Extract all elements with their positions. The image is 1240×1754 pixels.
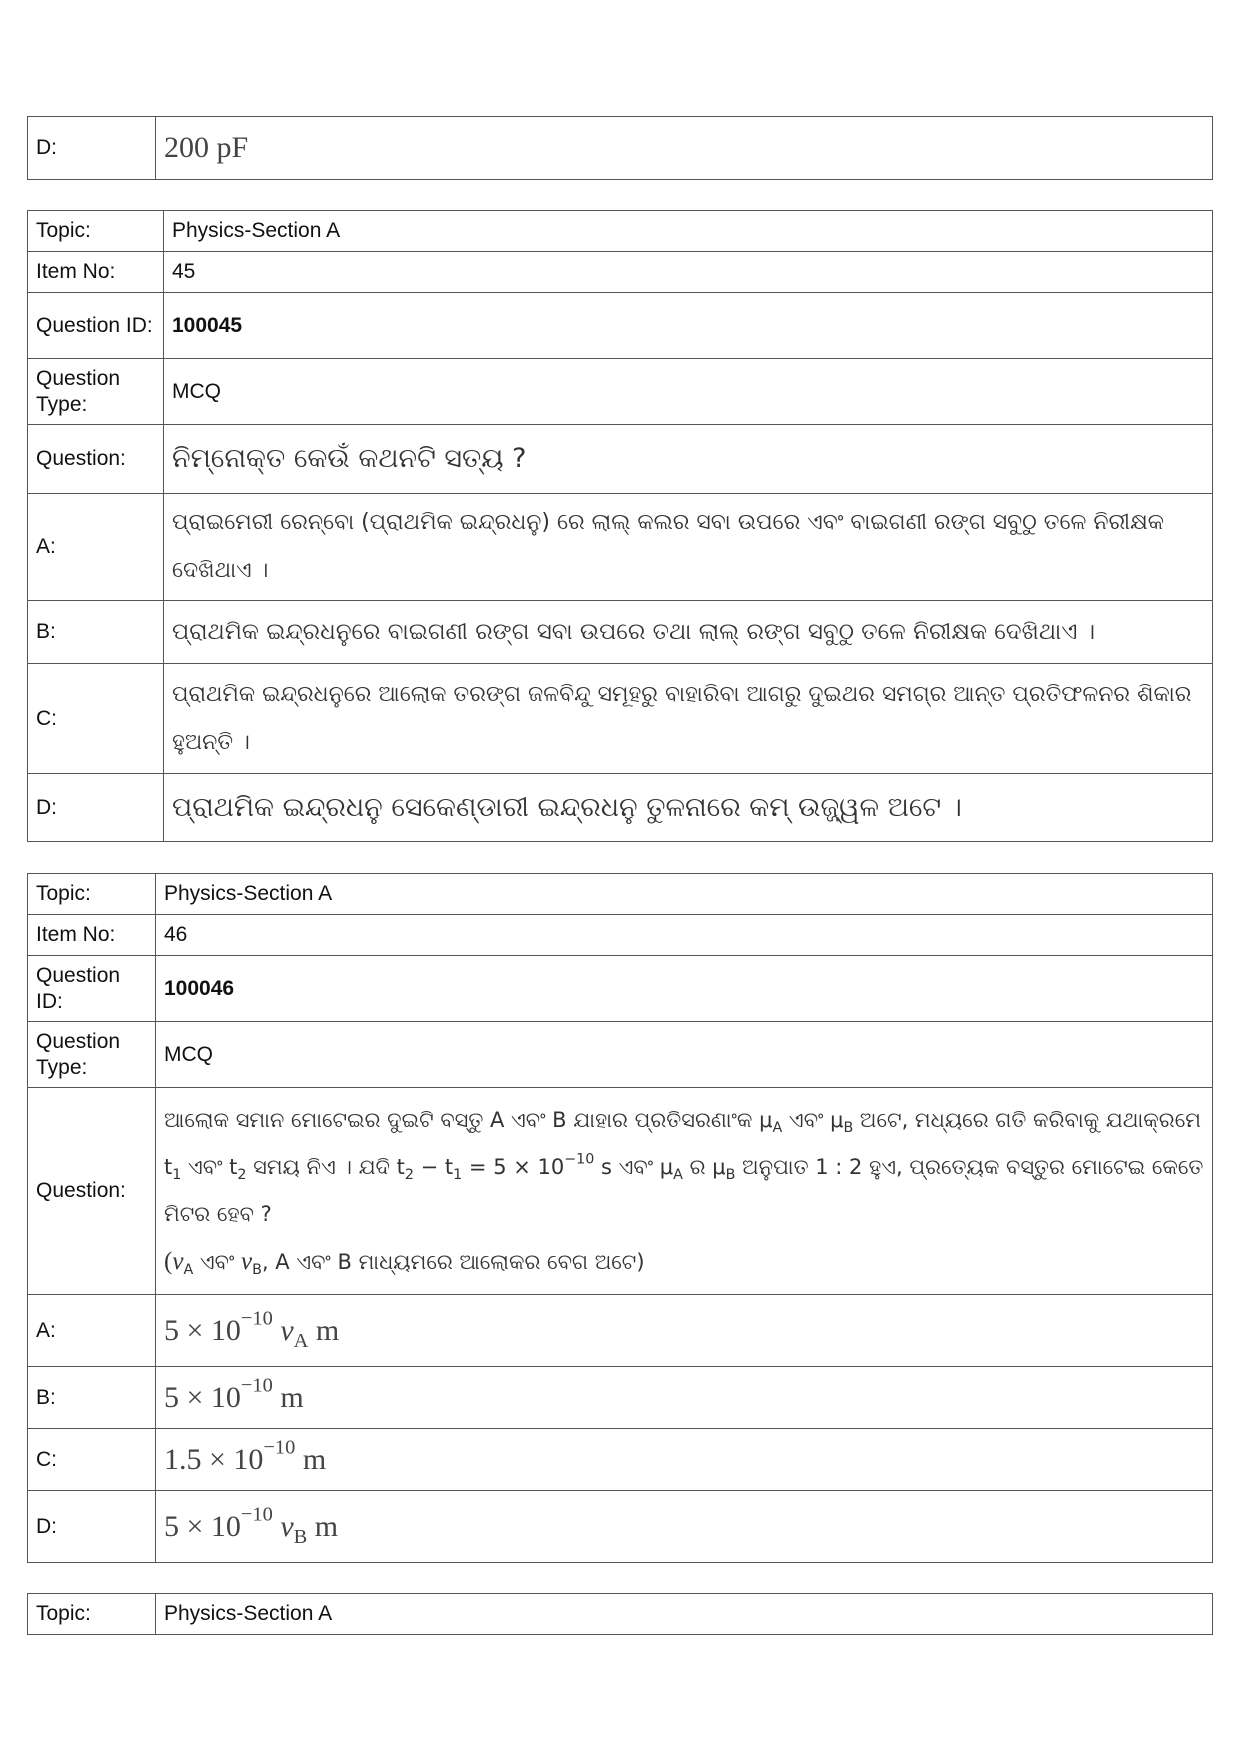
option-b-text: $5 \times 10^{-10}$ m <box>156 1367 1213 1429</box>
topic-value: Physics-Section A <box>156 874 1213 915</box>
question-text: ଆଲୋକ ସମାନ ମୋଟେଇର ଦୁଇଟି ବସ୍ତୁ A ଏବଂ B ଯାହାର ପ୍ରତିସରଣାଂକ $\mu_A$ ଏବଂ $\mu_B$ ଅଟେ, ମଧ୍ୟରେ ଗତି କରିବାକୁ ଯଥାକ୍ରମେ $t_1$ ଏବଂ $t_2$ ସମୟ ନିଏ । ଯଦି $t_2 - t_1 = 5 \times 10^{-10}$ s ଏବଂ $\mu_A$ ର $\mu_B$ ଅନୁପାତ 1 : 2 ହୁଏ, ପ୍ରତ୍ୟେକ ବସ୍ତୁର ମୋଟେଇ କେତେ ମିଟର ହେବ ? ($v_A$ ଏବଂ $v_B$, A ଏବଂ B ମାଧ୍ୟମରେ ଆଲୋକର ବେଗ ଅଟେ) <box>156 1088 1213 1295</box>
question-row <box>28 1088 1213 1295</box>
question-label: Question: <box>28 1088 156 1295</box>
option-d-label: D: <box>28 117 156 180</box>
question-47-table <box>27 1593 1213 1635</box>
question-id-label: Question ID: <box>28 293 164 359</box>
option-b-row <box>28 1367 1213 1429</box>
option-a-label: A: <box>28 494 164 601</box>
topic-value: Physics-Section A <box>156 1594 1213 1635</box>
option-b-row <box>28 601 1213 664</box>
option-c-row <box>28 1429 1213 1491</box>
option-c-text: ପ୍ରାଥମିକ ଇନ୍ଦ୍ରଧନୁରେ ଆଲୋକ ତରଙ୍ଗ ଜଳବିନ୍ଦୁ ସମୂହରୁ ବାହାରିବା ଆଗରୁ ଦୁଇଥର ସମଗ୍ର ଆନ୍ତ ପ୍ରତିଫଳନର ଶିକାର ହୁଅନ୍ତି । <box>164 664 1213 774</box>
topic-row <box>28 1594 1213 1635</box>
prev-option-d-row <box>28 117 1213 180</box>
item-no-label: Item No: <box>28 915 156 956</box>
option-d-row <box>28 1491 1213 1563</box>
question-id-value: 100045 <box>164 293 1213 359</box>
question-46-table <box>27 873 1213 1563</box>
question-type-row <box>28 359 1213 425</box>
topic-label: Topic: <box>28 211 164 252</box>
option-b-label: B: <box>28 1367 156 1429</box>
option-c-label: C: <box>28 1429 156 1491</box>
question-type-value: MCQ <box>164 359 1213 425</box>
question-text: ନିମ୍ନୋକ୍ତ କେଉଁ କଥନଟି ସତ୍ୟ ? <box>164 425 1213 494</box>
topic-label: Topic: <box>28 1594 156 1635</box>
question-id-row <box>28 293 1213 359</box>
option-d-text: $5 \times 10^{-10}$ $v_B$ m <box>156 1491 1213 1563</box>
question-row <box>28 425 1213 494</box>
option-d-row <box>28 774 1213 842</box>
option-a-text: $5 \times 10^{-10}$ $v_A$ m <box>156 1295 1213 1367</box>
topic-row <box>28 211 1213 252</box>
question-id-row <box>28 956 1213 1022</box>
prev-option-d-value: 200 pF <box>156 117 1213 180</box>
prev-question-table <box>27 116 1213 180</box>
item-no-label: Item No: <box>28 252 164 293</box>
option-a-label: A: <box>28 1295 156 1367</box>
question-label: Question: <box>28 425 164 494</box>
option-a-row <box>28 1295 1213 1367</box>
option-d-label: D: <box>28 1491 156 1563</box>
option-b-text: ପ୍ରାଥମିକ ଇନ୍ଦ୍ରଧନୁରେ ବାଇଗଣୀ ରଙ୍ଗ ସବା ଉପରେ ତଥା ଲାଲ୍ ରଙ୍ଗ ସବୁଠୁ ତଳେ ନିରୀକ୍ଷକ ଦେଖିଥାଏ । <box>164 601 1213 664</box>
option-a-row <box>28 494 1213 601</box>
topic-label: Topic: <box>28 874 156 915</box>
option-d-text: ପ୍ରାଥମିକ ଇନ୍ଦ୍ରଧନୁ ସେକେଣ୍ଡାରୀ ଇନ୍ଦ୍ରଧନୁ ତୁଳନାରେ କମ୍ ଉଜ୍ଜ୍ୱଳ ଅଟେ । <box>164 774 1213 842</box>
item-no-row <box>28 915 1213 956</box>
question-type-label: Question Type: <box>28 359 164 425</box>
question-id-value: 100046 <box>156 956 1213 1022</box>
item-no-value: 46 <box>156 915 1213 956</box>
topic-value: Physics-Section A <box>164 211 1213 252</box>
option-d-label: D: <box>28 774 164 842</box>
item-no-row <box>28 252 1213 293</box>
question-type-row <box>28 1022 1213 1088</box>
question-id-label: Question ID: <box>28 956 156 1022</box>
item-no-value: 45 <box>164 252 1213 293</box>
option-c-label: C: <box>28 664 164 774</box>
question-45-table <box>27 210 1213 842</box>
option-c-text: $1.5 \times 10^{-10}$ m <box>156 1429 1213 1491</box>
option-a-text: ପ୍ରାଇମେରୀ ରେନ୍‌ବୋ (ପ୍ରାଥମିକ ଇନ୍ଦ୍ରଧନୁ) ରେ ଲାଲ୍ କଲର ସବା ଉପରେ ଏବଂ ବାଇଗଣୀ ରଙ୍ଗ ସବୁଠୁ ତଳେ ନିରୀକ୍ଷକ ଦେଖିଥାଏ । <box>164 494 1213 601</box>
question-type-value: MCQ <box>156 1022 1213 1088</box>
option-b-label: B: <box>28 601 164 664</box>
topic-row <box>28 874 1213 915</box>
question-type-label: Question Type: <box>28 1022 156 1088</box>
option-c-row <box>28 664 1213 774</box>
